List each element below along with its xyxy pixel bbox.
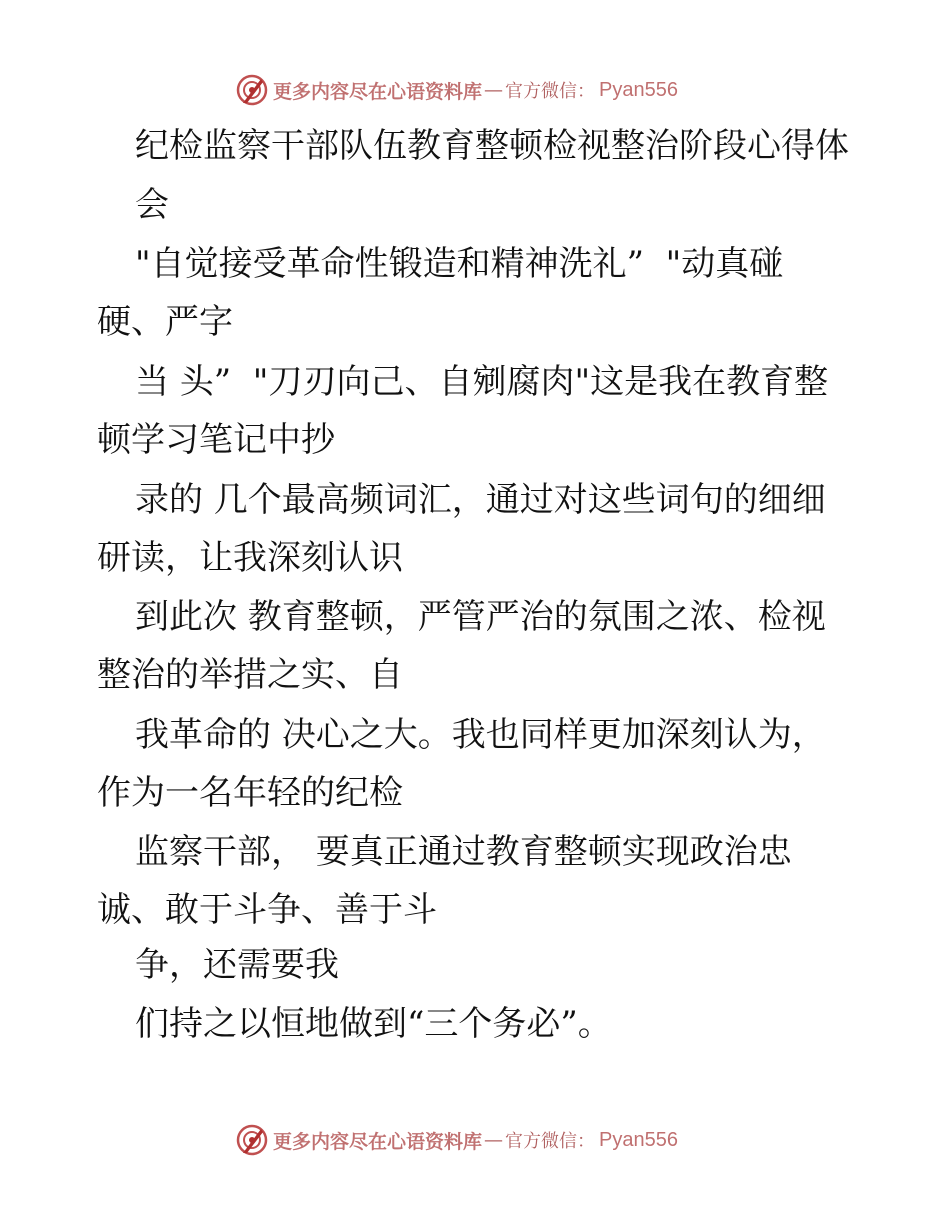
paragraph-line: "自觉接受革命性锻造和精神洗礼” "动真碰	[135, 244, 784, 284]
paragraph-line: 顿学习笔记中抄	[97, 420, 335, 460]
quill-logo-icon	[235, 73, 269, 107]
paragraph-line: 到此次 教育整顿，严管严治的氛围之浓、检视	[135, 597, 826, 637]
watermark-wechat-id: Pyan556	[599, 1128, 678, 1151]
watermark-dash: —	[484, 79, 504, 101]
title-line-2: 会	[135, 185, 169, 225]
watermark-banner-bottom	[235, 1122, 678, 1158]
watermark-site-text: 更多内容尽在心语资料库	[273, 80, 483, 103]
paragraph-line: 我革命的 决心之大。我也同样更加深刻认为，	[135, 715, 826, 755]
paragraph-line: 研读，让我深刻认识	[97, 538, 403, 578]
paragraph-line: 硬、严字	[97, 302, 233, 342]
watermark-wechat-label: 官方微信：	[505, 1131, 596, 1152]
paragraph-line: 监察干部， 要真正通过教育整顿实现政治忠	[135, 832, 792, 872]
paragraph-line: 录的 几个最高频词汇，通过对这些词句的细细	[135, 480, 826, 520]
paragraph-line: 作为一名年轻的纪检	[97, 773, 403, 813]
paragraph-line: 整治的举措之实、自	[97, 655, 403, 695]
paragraph-line: 们持之以恒地做到“三个务必”。	[135, 1004, 612, 1044]
watermark-wechat-label: 官方微信：	[505, 81, 596, 102]
paragraph-line: 当 头” "刀刃向己、自剜腐肉"这是我在教育整	[135, 362, 829, 402]
watermark-banner-top	[235, 72, 678, 108]
paragraph-line: 争，还需要我	[135, 945, 339, 985]
watermark-site-text: 更多内容尽在心语资料库	[273, 1130, 483, 1153]
watermark-dash: —	[484, 1129, 504, 1151]
watermark-wechat-id: Pyan556	[599, 78, 678, 101]
title-line-1: 纪检监察干部队伍教育整顿检视整治阶段心得体	[135, 126, 849, 166]
paragraph-line: 诚、敢于斗争、善于斗	[97, 890, 437, 930]
quill-logo-icon	[235, 1123, 269, 1157]
